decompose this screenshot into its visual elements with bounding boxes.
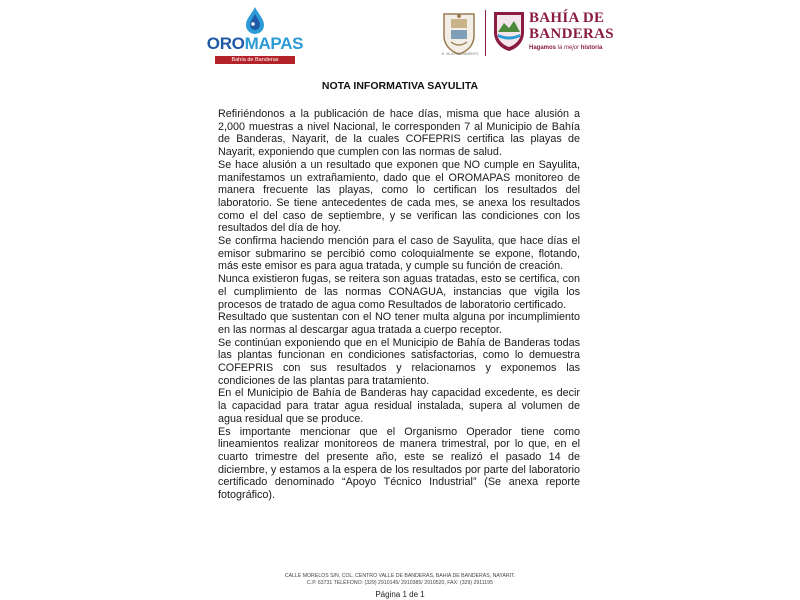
- bahia-de-banderas-logo: [492, 8, 614, 60]
- bb-tag-a: Hagamos: [529, 45, 557, 51]
- seal-caption: H. XII AYUNTAMIENTO: [441, 52, 479, 56]
- oromapas-logo: [205, 4, 305, 68]
- paragraph-8: Es importante mencionar que el Organismo Operador tiene como lineamientos realizar monitoreos de manera trimestral, por lo que, en el cuarto trimestre del presente año, este se realizó el pasado 14 de diciembre, y estamos a la espera de los resultados por parte del laboratorio certificado denominado “Apoyo Técnico Industrial” (Se anexa reporte fotográfico).: [218, 425, 580, 502]
- oromapas-brand-b: MAPAS: [244, 34, 304, 53]
- paragraph-2: Se hace alusión a un resultado que exponen que NO cumple en Sayulita, manifestamos un extrañamiento, dado que el OROMAPAS monitoreo de manera frecuente las playas, como lo certifican los resultados del laboratorio. Se tiene antecedentes de cada mes, se anexa los resultados como el del caso de septiembre, y se verifican las condiciones con los resultados del día de hoy.: [218, 158, 580, 235]
- footer-address-line2: C.P. 63731 TELÉFONO: (329) 2910145/ 2910385/ 2910520, FAX: (329) 2911195: [307, 580, 493, 586]
- bahia-shield-icon: [492, 10, 526, 52]
- document-title: NOTA INFORMATIVA SAYULITA: [321, 80, 479, 92]
- oromapas-brand-a: ORO: [206, 34, 245, 53]
- water-drop-icon: [243, 6, 267, 36]
- paragraph-5: Resultado que sustentan con el NO tener multa alguna por incumplimiento en las normas al descargar agua tratada a cuerpo receptor.: [218, 311, 580, 336]
- municipal-seal-icon: [440, 10, 478, 56]
- footer-address: [0, 573, 800, 587]
- bb-tagline: [529, 45, 602, 51]
- page-number: Página 1 de 1: [375, 590, 425, 599]
- paragraph-7: En el Municipio de Bahía de Banderas hay capacidad excedente, es decir la capacidad para tratar agua residual instalada, supera al volumen de agua residual que se produce.: [218, 387, 580, 425]
- logo-divider: [485, 10, 486, 56]
- oromapas-wordmark: [205, 34, 305, 54]
- paragraph-6: Se continúan exponiendo que en el Municipio de Bahía de Banderas todas las plantas funcionan en condiciones satisfactorias, como lo demuestra COFEPRIS con sus resultados y relacionamos y exponemos las condiciones de las plantas para tratamiento.: [218, 336, 580, 387]
- paragraph-4: Nunca existieron fugas, se reitera son aguas tratadas, esto se certifica, con el cumplimiento de las normas CONAGUA, instancias que vigila los procesos de tratado de agua como Resultados de laboratorio certificado.: [218, 273, 580, 311]
- paragraph-1: Refiriéndonos a la publicación de hace días, misma que hace alusión a 2,000 muestras a nivel Nacional, le corresponden 7 al Municipio de Bahía de Banderas, Nayarit, de la cuales COFEPRIS certifica las playas de Nayarit, exponiendo que cumplen con las normas de salud.: [218, 108, 580, 159]
- document-body: [218, 108, 580, 502]
- bb-tag-c: historia: [580, 45, 603, 51]
- bb-tag-b: la mejor: [556, 45, 581, 51]
- footer-address-line1: CALLE MORELOS S/N, COL. CENTRO VALLE DE BANDERAS, BAHIA DE BANDERAS, NAYARIT.: [284, 573, 516, 579]
- oromapas-subtitle: Bahía de Banderas: [215, 56, 295, 64]
- bb-line2: BANDERAS: [529, 26, 614, 42]
- paragraph-3: Se confirma haciendo mención para el caso de Sayulita, que hace días el emisor submarino se percibió como coloquialmente se expone, flotando, más este emisor es para agua tratada, y cumple su función de creación.: [218, 235, 580, 273]
- bb-line1: BAHÍA DE: [529, 10, 605, 26]
